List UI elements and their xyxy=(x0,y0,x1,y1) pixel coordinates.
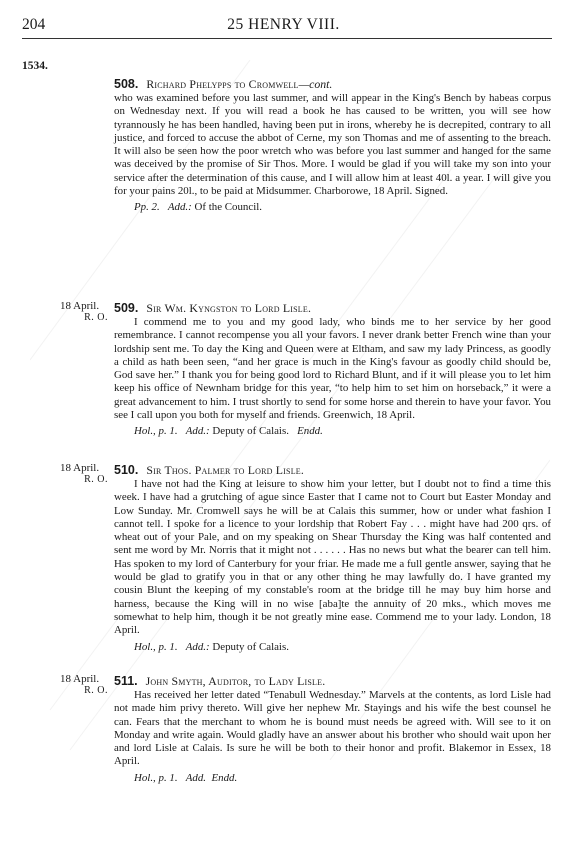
entry-title-suffix: —cont. xyxy=(298,77,333,91)
endorsement-pages: Hol., p. 1. xyxy=(134,771,178,784)
header-rule xyxy=(22,38,552,39)
margin-note-510 xyxy=(60,462,108,485)
endorsement-address: Of the Council. xyxy=(194,201,262,214)
entry-509 xyxy=(114,300,551,438)
entry-508 xyxy=(114,76,551,214)
entry-body: I have not had the King at leisure to show him your letter, but I doubt not to find a time this week. I have had a grutching of ague since Easter that I came not to Court but Easter Monday and Low Sunday. Mr. Cromwell says he will be at Calais this summer, how or under what fashion I cannot tell. I spoke for a licence to your lordship that Robert Fay . . . might have had 200 qrs. of wheat out of your Pale, and on my speaking on Shear Thursday the King was half contented and sent me word by Mr. Norris that it might not . . . . . . Has no news but what the bearer can tell him. Has spoken to my lord of Canterbury for your friar. He made me a full gentle answer, saying that he would be glad to gratify you in that or any other thing he may lawfully do. I have granted my cousin Blunt the keeping of my constable's room at the bridge till he may buy him horse and harness, because the King will in no wise [aba]te the annuity of 20 mks., which moves me somewhat to help him, though it be not greatly mine ease. Commend me to your lady. London, 18 April. xyxy=(114,478,551,637)
endorsement-pages: Pp. 2. xyxy=(134,201,160,214)
entry-heading xyxy=(114,76,551,92)
entry-body: who was examined before you last summer, and will appear in the King's Bench by habeas corpus on Wednesday next. If you will read a book he has caused to be written, you will see how tyrannously he has been handled, having been put in irons, whereby he is decrepited, contrary to all justice, and forced to accuse the abbot of Cerne, my son Thomas and me of assenting to the breach. It will also be seen how the poor wretch who was before you last summer and hanged for the same was deceived by the promise of Sir Thos. More. I would be glad if you will take my son into your service after the determination of this cause, and I will allow him at least 40l. a year. I will give you for your pains 20l., to be paid at Midsummer. Charborowe, 18 April. Signed. xyxy=(114,92,551,198)
entry-endorsement xyxy=(134,200,551,214)
endorsement-endd: Endd. xyxy=(297,425,323,438)
endorsement-address: Deputy of Calais. xyxy=(212,640,289,653)
margin-date: 18 April. xyxy=(60,462,100,474)
endorsement-address: Deputy of Calais. xyxy=(212,425,289,438)
margin-note-509 xyxy=(60,300,108,323)
entry-endorsement xyxy=(134,771,551,785)
endorsement-address-label: Add.: xyxy=(167,201,192,214)
entry-title: Sir Thos. Palmer to Lord Lisle. xyxy=(146,463,305,477)
endorsement-pages: Hol., p. 1. xyxy=(134,640,178,653)
running-title: 25 HENRY VIII. xyxy=(227,16,340,33)
entry-heading xyxy=(114,462,551,478)
entry-number: 511. xyxy=(114,674,138,688)
margin-source: R. O. xyxy=(84,685,108,696)
margin-date: 18 April. xyxy=(60,300,100,312)
entry-endorsement xyxy=(134,424,551,438)
entry-number: 508. xyxy=(114,77,139,91)
margin-source: R. O. xyxy=(84,474,108,485)
margin-date: 18 April. xyxy=(60,673,100,685)
endorsement-address-label: Add.: xyxy=(185,640,210,653)
page-number: 204 xyxy=(22,16,46,33)
entry-endorsement xyxy=(134,640,551,654)
entry-title: John Smyth, Auditor, to Lady Lisle. xyxy=(145,674,326,688)
endorsement-pages: Hol., p. 1. xyxy=(134,425,178,438)
entry-heading xyxy=(114,300,551,316)
endorsement-endd: Endd. xyxy=(211,771,238,784)
year-label: 1534. xyxy=(22,60,48,72)
entry-number: 509. xyxy=(114,301,139,315)
endorsement-address-label: Add.: xyxy=(185,425,210,438)
entry-body: I commend me to you and my good lady, who binds me to her service by her good remembrance. I cannot recompense you all your favors. I never drank better French wine than your lordship sent me. To day the King and Queen were at Eltham, and saw my lady Princess, as goodly a child as hath been seen, “and her grace is much in the King's favour as goodly child should be, God save her.” I thank you for being good lord to Richard Blunt, and if it will please you to let him keep his office of Newnham bridge for this year, “to help him to set him on horseback,” it were a great advancement to him. I trust shortly to send for some horse and therein to have your favor. You see I call upon you both for myself and friends. Greenwich, 18 April. xyxy=(114,316,551,422)
entry-title: Sir Wm. Kyngston to Lord Lisle. xyxy=(146,301,312,315)
entry-number: 510. xyxy=(114,463,139,477)
entry-511 xyxy=(114,673,551,785)
margin-source: R. O. xyxy=(84,312,108,323)
entry-body: Has received her letter dated “Tenabull Wednesday.” Marvels at the contents, as lord Lisle had not made him privy thereto. Will give her nephew Mr. Stayings and his wife the best counsel he can. Fears that the merchant to whom he is bound must needs be agreed with. Will see to it on Monday and write again. Would gladly have an answer about his brother who should wait upon her and lord Lisle at Calais. Is sure he will be both to their honor and profit. Blakemor in Essex, 18 April. xyxy=(114,689,551,768)
entry-title: Richard Phelypps to Cromwell xyxy=(146,77,299,91)
margin-note-511 xyxy=(60,673,108,696)
endorsement-address-label: Add. xyxy=(185,771,207,784)
entry-510 xyxy=(114,462,551,654)
entry-heading xyxy=(114,673,551,689)
